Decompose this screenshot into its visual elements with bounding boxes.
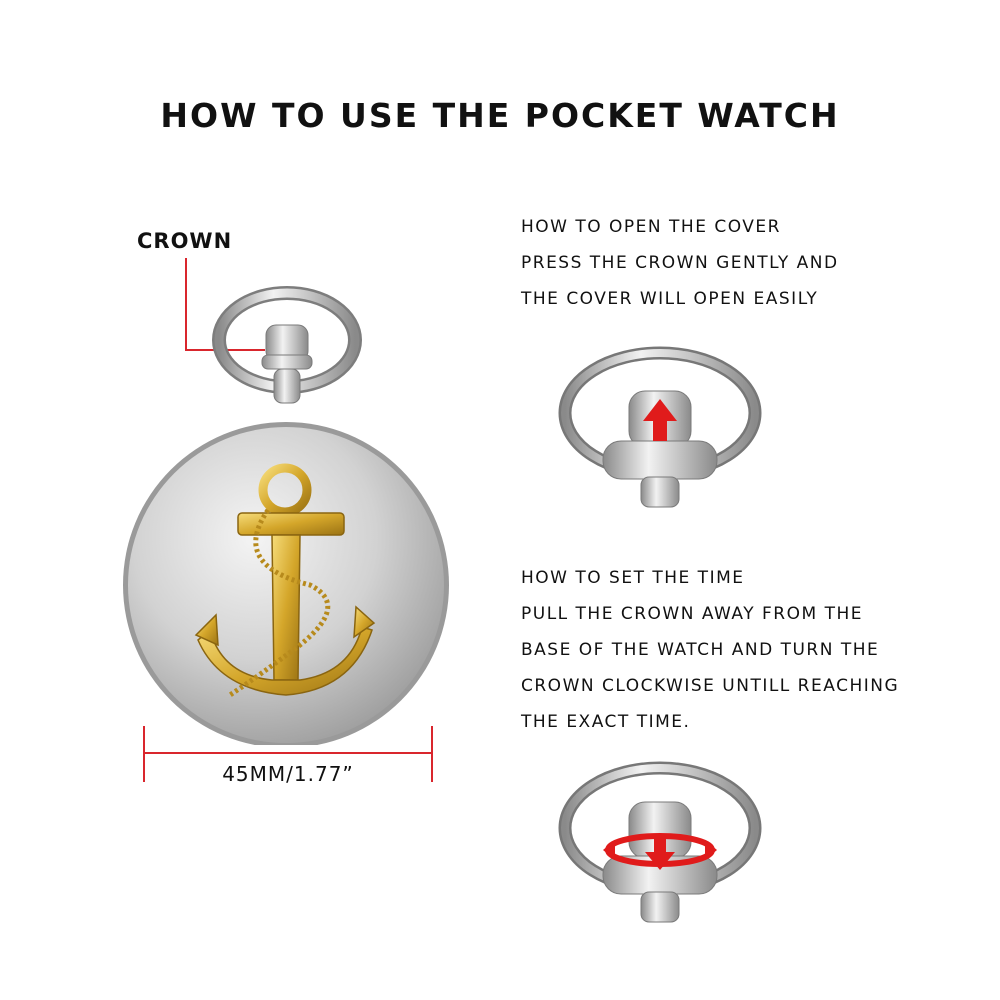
- set-time-heading: HOW TO SET THE TIME: [521, 568, 745, 588]
- pendant: [274, 369, 300, 403]
- set-time-line: CROWN CLOCKWISE UNTILL REACHING: [521, 676, 900, 696]
- set-time-line: PULL THE CROWN AWAY FROM THE: [521, 604, 863, 624]
- page-title: HOW TO USE THE POCKET WATCH: [160, 96, 840, 135]
- set-time-line: BASE OF THE WATCH AND TURN THE: [521, 640, 880, 660]
- set-time-line: THE EXACT TIME.: [521, 712, 691, 732]
- set-time-instructions: [521, 567, 899, 747]
- open-cover-instructions: [521, 216, 839, 324]
- dimension-label: 45MM/1.77”: [222, 762, 354, 786]
- open-cover-line: PRESS THE CROWN GENTLY AND: [521, 253, 839, 273]
- crown-rotate-detail-image: [555, 758, 765, 923]
- dimension-line: [143, 752, 433, 754]
- crown-press-detail-image: [555, 343, 765, 508]
- open-cover-heading: HOW TO OPEN THE COVER: [521, 217, 781, 237]
- open-cover-line: THE COVER WILL OPEN EASILY: [521, 289, 819, 309]
- pocket-watch-image: [110, 285, 460, 745]
- crown-label: CROWN: [137, 229, 233, 253]
